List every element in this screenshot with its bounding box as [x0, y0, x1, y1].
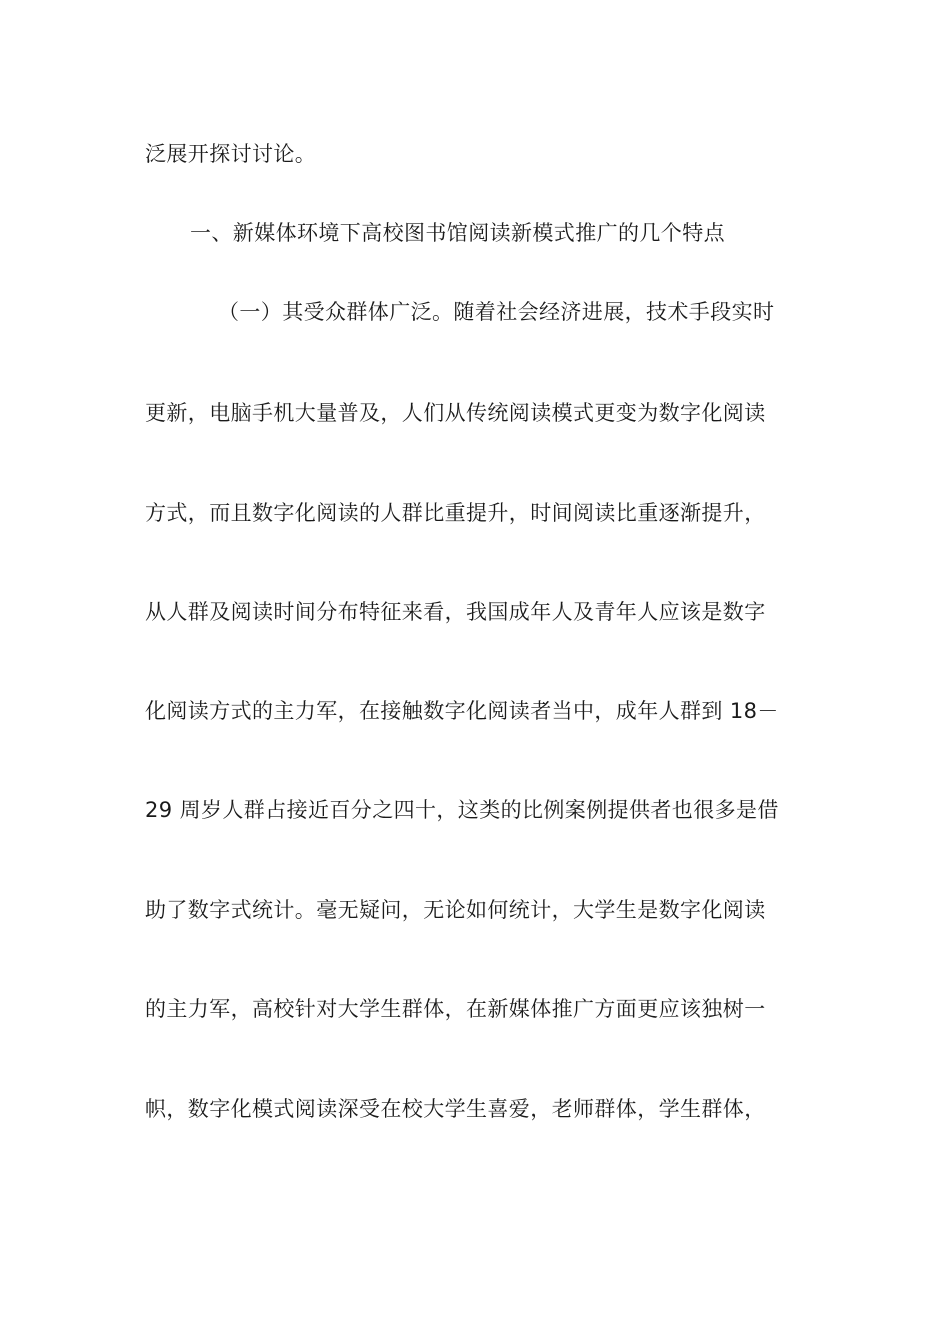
paragraph-ending-line: 泛展开探讨讨论。 [145, 142, 317, 166]
paragraph-line-8: 的主力军，高校针对大学生群体，在新媒体推广方面更应该独树一 [145, 997, 766, 1021]
paragraph-line-7: 助了数字式统计。毫无疑问，无论如何统计，大学生是数字化阅读 [145, 898, 766, 922]
paragraph-line-6: 29 周岁人群占接近百分之四十，这类的比例案例提供者也很多是借 [145, 798, 779, 822]
section-heading: 一、新媒体环境下高校图书馆阅读新模式推广的几个特点 [190, 221, 725, 245]
paragraph-line-9: 帜，数字化模式阅读深受在校大学生喜爱，老师群体，学生群体， [145, 1097, 766, 1121]
paragraph-line-2: 更新，电脑手机大量普及，人们从传统阅读模式更变为数字化阅读 [145, 401, 766, 425]
paragraph-line-1: （一）其受众群体广泛。随着社会经济进展，技术手段实时 [218, 300, 775, 324]
paragraph-line-3: 方式，而且数字化阅读的人群比重提升，时间阅读比重逐渐提升， [145, 501, 766, 525]
paragraph-line-4: 从人群及阅读时间分布特征来看，我国成年人及青年人应该是数字 [145, 600, 766, 624]
paragraph-line-5: 化阅读方式的主力军，在接触数字化阅读者当中，成年人群到 18－ [145, 699, 779, 723]
